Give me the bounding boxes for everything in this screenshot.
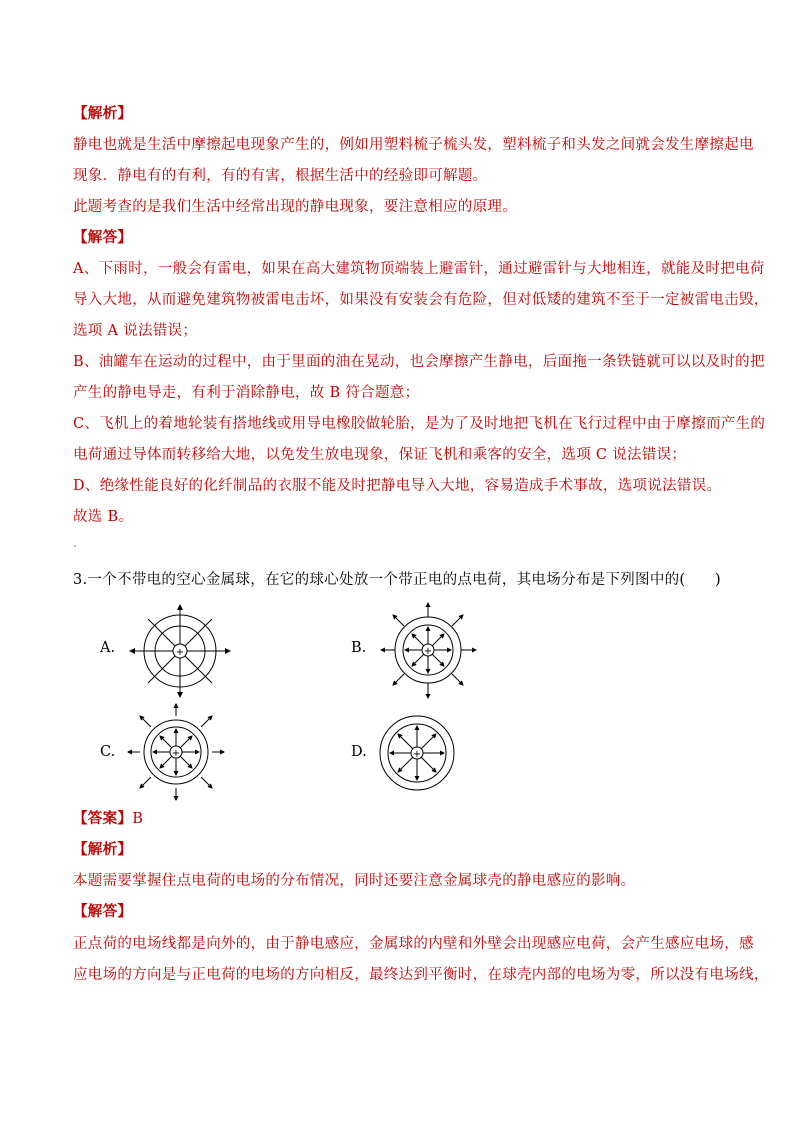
solution-line: A、下雨时，一般会有雷电，如果在高大建筑物顶端装上避雷针，通过避雷针与大地相连，就能及时把电荷 <box>73 261 765 277</box>
analysis-line: 本题需要掌握住点电荷的电场的分布情况，同时还要注意金属球壳的静电感应的影响。 <box>73 873 636 889</box>
solution-line: 电荷通过导体而转移给大地，以免发生放电现象，保证飞机和乘客的安全，选项 C 说法错误； <box>73 447 687 463</box>
solution-line: 正点荷的电场线都是向外的，由于静电感应，金属球的内壁和外壁会出现感应电荷，会产生感应电场，感 <box>73 936 754 952</box>
analysis-line: 现象．静电有的有利，有的有害，根据生活中的经验即可解题。 <box>73 168 488 184</box>
field-diagram-a-icon <box>126 602 236 700</box>
field-diagram-d-icon <box>376 712 458 794</box>
solution-line: 导入大地，从而避免建筑物被雷电击坏，如果没有安装会有危险，但对低矮的建筑不至于一定被雷电击毁， <box>73 292 769 308</box>
analysis-heading: 【解析】 <box>73 841 133 858</box>
question-stem: 3.一个不带电的空心金属球，在它的球心处放一个带正电的点电荷，其电场分布是下列图中的( ) <box>73 572 721 588</box>
field-diagram-b-icon <box>380 602 478 700</box>
answer-heading: 【答案】 <box>73 810 133 827</box>
solution-line: B、油罐车在运动的过程中，由于里面的油在晃动，也会摩擦产生静电，后面拖一条铁链就可以以及时的把 <box>73 354 765 370</box>
charge-symbol: + <box>171 748 181 759</box>
charge-symbol: + <box>175 647 185 658</box>
charge-symbol: + <box>423 646 433 657</box>
charge-symbol: + <box>412 749 422 760</box>
option-a-label: A. <box>100 640 116 656</box>
option-b-label: B. <box>351 640 367 656</box>
solution-line: D、绝缘性能良好的化纤制品的衣服不能及时把静电导入大地，容易造成手术事故，选项说法错误。 <box>73 478 722 494</box>
stray-dot <box>74 545 76 547</box>
field-diagram-c-icon <box>126 702 226 802</box>
analysis-heading: 【解析】 <box>73 105 133 122</box>
analysis-line: 静电也就是生活中摩擦起电现象产生的，例如用塑料梳子梳头发，塑料梳子和头发之间就会发生摩擦起电 <box>73 137 754 153</box>
option-c-label: C. <box>100 744 116 760</box>
answer-value: B <box>132 811 144 827</box>
solution-line: C、飞机上的着地轮装有搭地线或用导电橡胶做轮胎，是为了及时地把飞机在飞行过程中由于摩擦而产生的 <box>73 416 766 432</box>
answer-row <box>73 809 143 829</box>
solution-heading: 【解答】 <box>73 903 133 920</box>
solution-heading: 【解答】 <box>73 229 133 246</box>
solution-line: 故选 B。 <box>73 509 134 525</box>
solution-line: 产生的静电导走，有利于消除静电，故 B 符合题意； <box>73 385 420 401</box>
option-d-label: D. <box>351 744 367 760</box>
analysis-line: 此题考查的是我们生活中经常出现的静电现象，要注意相应的原理。 <box>73 199 517 215</box>
solution-line: 选项 A 说法错误； <box>73 323 198 339</box>
solution-line: 应电场的方向是与正电荷的电场的方向相反，最终达到平衡时，在球壳内部的电场为零，所以没有电场线， <box>73 967 769 983</box>
